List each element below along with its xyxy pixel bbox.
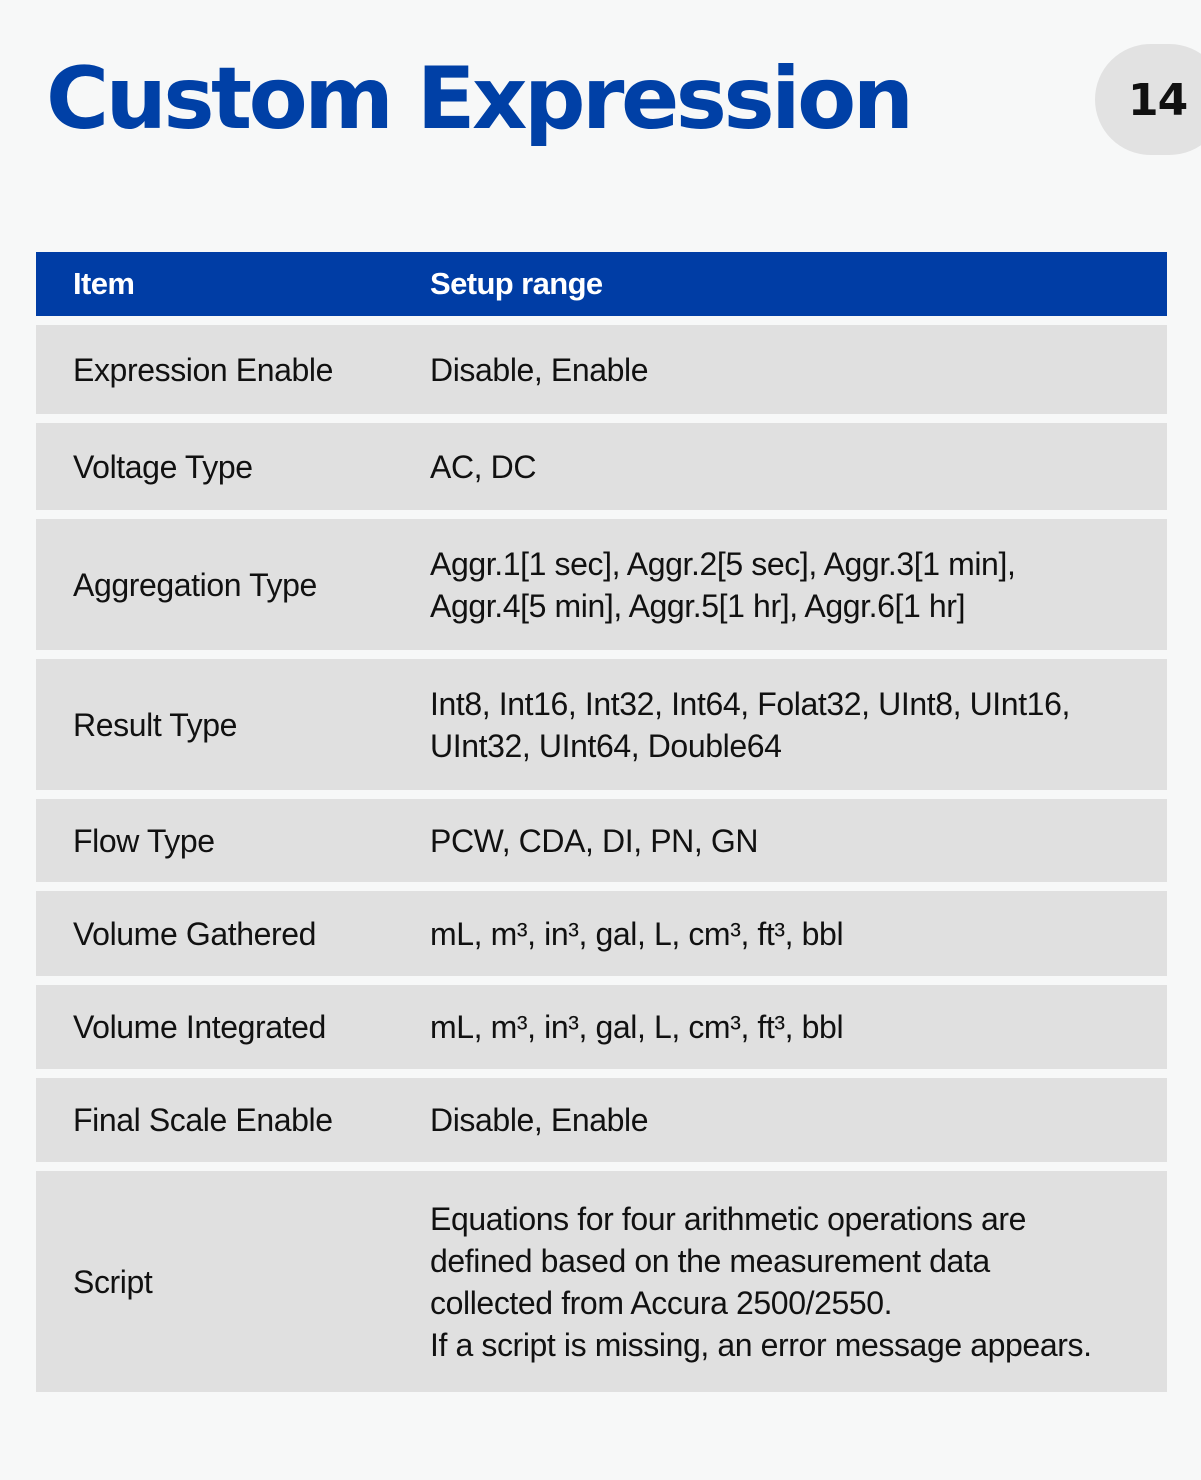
setup-range-table <box>36 252 1167 1392</box>
table-row <box>36 985 1167 1069</box>
row-item: Expression Enable <box>73 351 334 388</box>
table-row <box>36 891 1167 976</box>
header-setup-range: Setup range <box>430 266 603 301</box>
row-setup-range: mL, m³, in³, gal, L, cm³, ft³, bbl <box>430 1009 844 1045</box>
row-setup-range: Int8, Int16, Int32, Int64, Folat32, UInt8, UInt16, UInt32, UInt64, Double64 <box>430 685 1070 764</box>
row-setup-range: Aggr.1[1 sec], Aggr.2[5 sec], Aggr.3[1 min], Aggr.4[5 min], Aggr.5[1 hr], Aggr.6[1 hr] <box>430 545 1016 624</box>
row-setup-range: AC, DC <box>430 448 537 485</box>
row-item: Result Type <box>73 706 237 743</box>
page-number: 14 <box>1128 75 1188 126</box>
table-header <box>36 252 1167 316</box>
table-row <box>36 659 1167 790</box>
page-title: Custom Expression <box>46 49 911 149</box>
row-setup-range: Disable, Enable <box>430 1102 649 1138</box>
row-item: Voltage Type <box>73 448 253 485</box>
row-item: Script <box>73 1263 153 1300</box>
table-row <box>36 799 1167 882</box>
row-item: Final Scale Enable <box>73 1102 333 1138</box>
row-setup-range: mL, m³, in³, gal, L, cm³, ft³, bbl <box>430 915 844 952</box>
row-setup-range: PCW, CDA, DI, PN, GN <box>430 822 759 859</box>
header-item: Item <box>73 266 135 301</box>
table-row <box>36 519 1167 650</box>
row-item: Volume Integrated <box>73 1009 326 1045</box>
row-item: Flow Type <box>73 822 215 859</box>
row-setup-range: Disable, Enable <box>430 351 649 388</box>
row-item: Aggregation Type <box>73 566 317 603</box>
row-setup-range: Equations for four arithmetic operations are defined based on the measurement data collected from Accura 2500/2550. If a script is missing, an error message appears. <box>430 1200 1092 1363</box>
table-row <box>36 423 1167 510</box>
row-item: Volume Gathered <box>73 915 317 952</box>
table-row <box>36 325 1167 414</box>
table-row <box>36 1078 1167 1162</box>
table-row <box>36 1171 1167 1392</box>
